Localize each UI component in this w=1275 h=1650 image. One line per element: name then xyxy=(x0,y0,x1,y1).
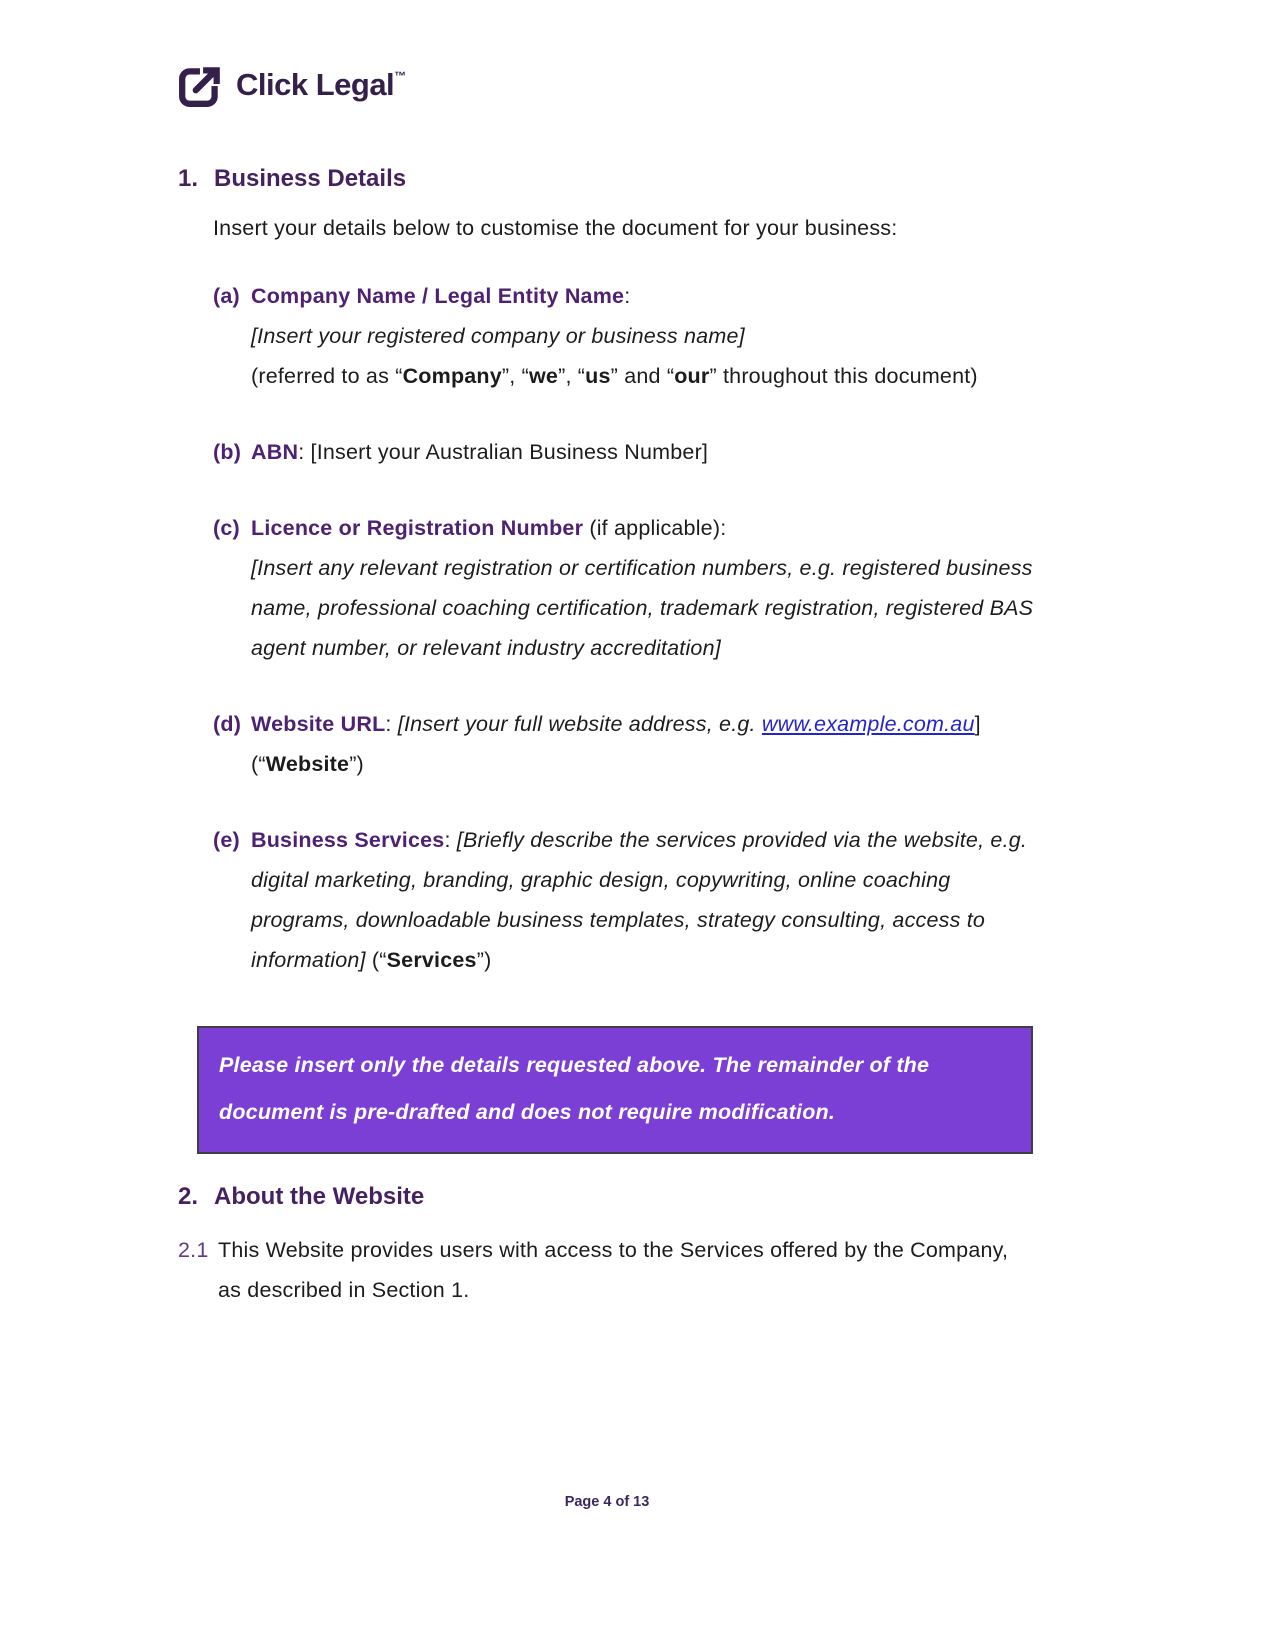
list-item-e xyxy=(213,820,1036,980)
item-d-heading xyxy=(213,704,1036,784)
item-a-colon: : xyxy=(624,284,631,308)
item-d-close-paren: ”) xyxy=(349,752,364,776)
list-item-c xyxy=(213,508,1036,668)
item-e-open-paren: (“ xyxy=(365,948,387,972)
defined-term-website: Website xyxy=(265,752,350,776)
section-2-title: About the Website xyxy=(214,1183,425,1210)
item-e-marker: (e) xyxy=(213,828,240,852)
item-d-placeholder: [Insert your full website address, e.g. xyxy=(397,712,762,736)
clause-2-1-number: 2.1 xyxy=(178,1238,209,1262)
item-c-heading xyxy=(213,508,1036,548)
trademark-symbol: ™ xyxy=(394,69,407,83)
item-b-heading xyxy=(213,432,1036,472)
brand-wordmark xyxy=(236,67,406,103)
item-e-label: Business Services xyxy=(251,828,445,852)
item-d-marker: (d) xyxy=(213,712,242,736)
document-body xyxy=(178,62,1036,1310)
defined-term-us: us xyxy=(585,364,611,388)
clause-2-1-text: This Website provides users with access to the Services offered by the Company, as described in Section 1. xyxy=(218,1238,1009,1302)
item-a-reference-note: (referred to as “Company”, “we”, “us” and “our” throughout this document) xyxy=(251,364,978,388)
item-a-placeholder: [Insert your registered company or business name] xyxy=(251,324,745,348)
item-c-marker: (c) xyxy=(213,516,240,540)
list-item-b xyxy=(213,432,1036,472)
defined-term-our: our xyxy=(674,364,710,388)
item-b-label: ABN xyxy=(251,440,299,464)
item-e-heading xyxy=(213,820,1036,980)
clause-2-1 xyxy=(178,1230,1036,1310)
business-details-list xyxy=(213,276,1036,980)
external-link-icon xyxy=(178,62,224,108)
item-b-marker: (b) xyxy=(213,440,242,464)
item-c-qualifier: (if applicable): xyxy=(583,516,727,540)
section-1-intro: Insert your details below to customise the document for your business: xyxy=(213,216,898,240)
item-e-placeholder: [Briefly describe the services provided via the website, e.g. digital marketing, branding, graphic design, copywriting, online coaching programs, downloadable business templates, strategy consulting, access to information] xyxy=(251,828,1028,972)
brand-name: Click Legal xyxy=(236,67,395,102)
item-a-heading xyxy=(213,276,1036,316)
item-d-colon: : xyxy=(385,712,398,736)
section-1-number: 1. xyxy=(178,165,199,192)
example-url-link[interactable]: www.example.com.au xyxy=(761,712,975,736)
item-c-placeholder: [Insert any relevant registration or certification numbers, e.g. registered business name, professional coaching certification, trademark registration, registered BAS agent number, or relevant industry accreditation] xyxy=(251,556,1034,660)
item-e-colon: : xyxy=(444,828,457,852)
item-c-label: Licence or Registration Number xyxy=(251,516,584,540)
item-d-open-paren: (“ xyxy=(251,752,266,776)
item-a-marker: (a) xyxy=(213,284,240,308)
defined-term-services: Services xyxy=(386,948,477,972)
defined-term-we: we xyxy=(529,364,559,388)
section-1-title: Business Details xyxy=(214,165,407,192)
item-b-placeholder: : [Insert your Australian Business Number] xyxy=(298,440,709,464)
item-d-label: Website URL xyxy=(251,712,386,736)
item-e-close-paren: ”) xyxy=(476,948,492,972)
callout-box: Please insert only the details requested above. The remainder of the document is pre-drafted and does not require modification. xyxy=(197,1026,1033,1154)
defined-term-company: Company xyxy=(402,364,502,388)
list-item-d xyxy=(213,704,1036,784)
list-item-a xyxy=(213,276,1036,396)
page-number: Page 4 of 13 xyxy=(564,1494,650,1510)
logo xyxy=(178,62,1036,108)
item-d-bracket-close: ] xyxy=(974,712,981,736)
item-a-label: Company Name / Legal Entity Name xyxy=(251,284,625,308)
section-1-heading xyxy=(178,164,1036,194)
section-2-heading xyxy=(178,1182,1036,1212)
section-2-number: 2. xyxy=(178,1183,199,1210)
